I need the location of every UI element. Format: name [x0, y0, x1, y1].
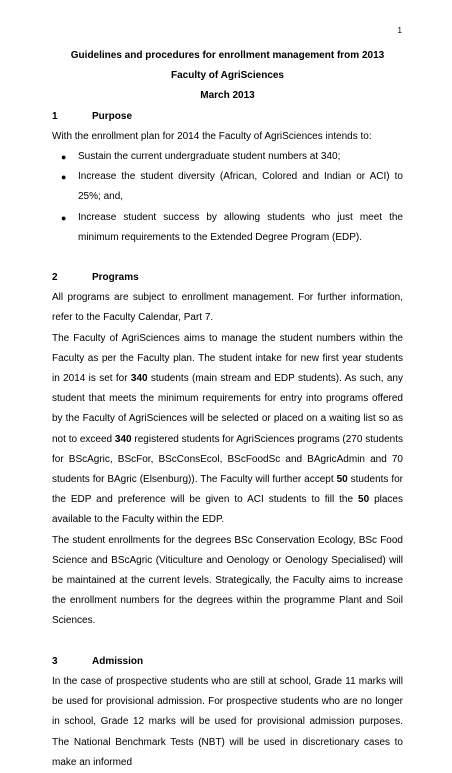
bullet-icon: ●: [61, 172, 67, 183]
document-body: [52, 46, 403, 773]
section-title: Purpose: [92, 110, 133, 122]
section-title: Admission: [92, 655, 144, 667]
section-3-heading: [52, 652, 403, 672]
section-1-heading: [52, 107, 403, 127]
purpose-list: [52, 147, 403, 248]
section-2-heading: [52, 268, 403, 288]
section-title: Programs: [92, 272, 139, 284]
page-number: 1: [397, 26, 402, 35]
document-title: Guidelines and procedures for enrollment management from 2013: [70, 50, 385, 61]
section-2-paragraph-1: All programs are subject to enrollment management. For further information, refer to the Faculty Calendar, Part 7.: [52, 292, 403, 324]
bullet-icon: ●: [61, 212, 67, 223]
list-item: ● Sustain the current undergraduate student numbers at 340;: [52, 147, 403, 167]
section-1-intro: With the enrollment plan for 2014 the Faculty of AgriSciences intends to:: [52, 130, 372, 142]
section-2-paragraph-3: The student enrollments for the degrees BSc Conservation Ecology, BSc Food Science and BScAgric (Viticulture and Oenology or Oenology Specialised) will be maintained at the current levels. Strategically, the Faculty aims to increase the enrollment numbers for the degrees within the programme Plant and Soil Sciences.: [52, 534, 403, 627]
section-number: 1: [52, 110, 58, 122]
section-number: 2: [52, 272, 58, 284]
section-number: 3: [52, 655, 58, 667]
faculty-name: Faculty of AgriSciences: [171, 70, 284, 82]
document-date: March 2013: [200, 90, 255, 102]
list-item: ● Increase the student diversity (African, Colored and Indian or ACI) to 25%; and,: [52, 167, 403, 207]
list-item: ● Increase student success by allowing students who just meet the minimum requirements to the Extended Degree Program (EDP).: [52, 208, 403, 248]
section-3-paragraph-1: In the case of prospective students who are still at school, Grade 11 marks will be used for provisional admission. For prospective students who are no longer in school, Grade 12 marks will be used for provisional admission purposes. The National Benchmark Tests (NBT) will be used in discretionary cases to make an informed: [52, 675, 403, 768]
section-2-paragraph-2: The Faculty of AgriSciences aims to manage the student numbers within the Faculty as per the Faculty plan. The student intake for new first year students in 2014 is set for 340 students (main stream and EDP students). As such, any student that meets the minimum requirements for entry into programs offered by the Faculty of AgriSciences will be selected or placed on a waiting list so as not to exceed 340 registered students for AgriSciences programs (270 students for BScAgric, BScFor, BScConsEcol, BScFoodSc and BAgricAdmin and 70 students for BAgric (Elsenburg)). The Faculty will further accept 50 students for the EDP and preference will be given to ACI students to fill the 50 places available to the Faculty within the EDP.: [52, 332, 404, 526]
bullet-icon: ●: [61, 152, 67, 163]
